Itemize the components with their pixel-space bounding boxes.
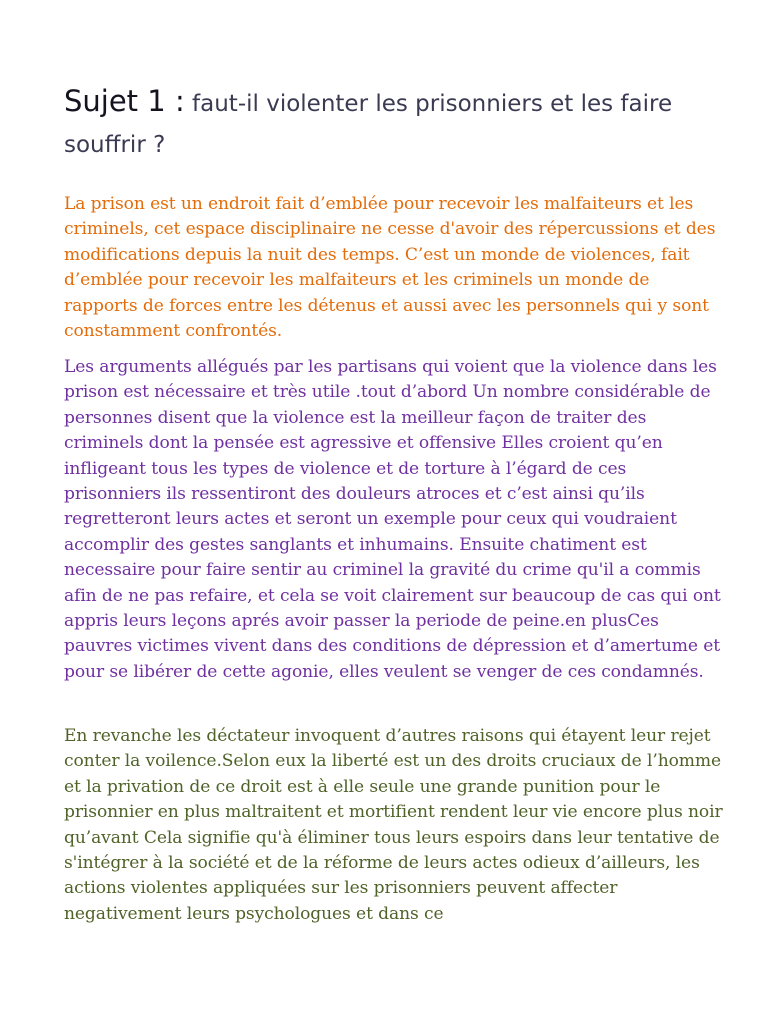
title-subject-number: Sujet 1 : xyxy=(64,84,185,118)
paragraph-introduction: La prison est un endroit fait d’emblée pour recevoir les malfaiteurs et les criminels, cet espace disciplinaire ne cesse d'avoir des répercussions et des modifications depuis la nuit des temps. C’est un monde de violences, fait d’emblée pour recevoir les malfaiteurs et les criminels un monde de rapports de forces entre les détenus et aussi avec les personnels qui y sont constamment confrontés. xyxy=(64,194,716,342)
paragraph-arguments-for: Les arguments allégués par les partisans qui voient que la violence dans les prison est nécessaire et très utile .tout d’abord Un nombre considérable de personnes disent que la violence est la meilleur façon de traiter des criminels dont la pensée est agressive et offensive Elles croient qu’en infligeant tous les types de violence et de torture à l’égard de ces prisonniers ils ressentiront des douleurs atroces et c’est ainsi qu’ils regretteront leurs actes et seront un exemple pour ceux qui voudraient accomplir des gestes sanglants et inhumains. Ensuite chatiment est necessaire pour faire sentir au criminel la gravité du crime qu'il a commis afin de ne pas refaire, et cela se voit clairement sur beaucoup de cas qui ont appris leurs leçons aprés avoir passer la periode de peine.en plusCes pauvres victimes vivent dans des conditions de dépression et d’amertume et pour se libérer de cette agonie, elles veulent se venger de ces condamnés. xyxy=(64,357,721,682)
paragraph-arguments-against: En revanche les déctateur invoquent d’autres raisons qui étayent leur rejet conter la voilence.Selon eux la liberté est un des droits cruciaux de l’homme et la privation de ce droit est à elle seule une grande punition pour le prisonnier en plus maltraitent et mortifient rendent leur vie encore plus noir qu’avant Cela signifie qu'à éliminer tous leurs espoirs dans leur tentative de s'intégrer à la société et de la réforme de leurs actes odieux d’ailleurs, les actions violentes appliquées sur les prisonniers peuvent affecter negativement leurs psychologues et dans ce xyxy=(64,726,723,924)
document-title xyxy=(64,82,724,164)
title-question: faut-il violenter les prisonniers et les faire souffrir ? xyxy=(64,91,673,158)
